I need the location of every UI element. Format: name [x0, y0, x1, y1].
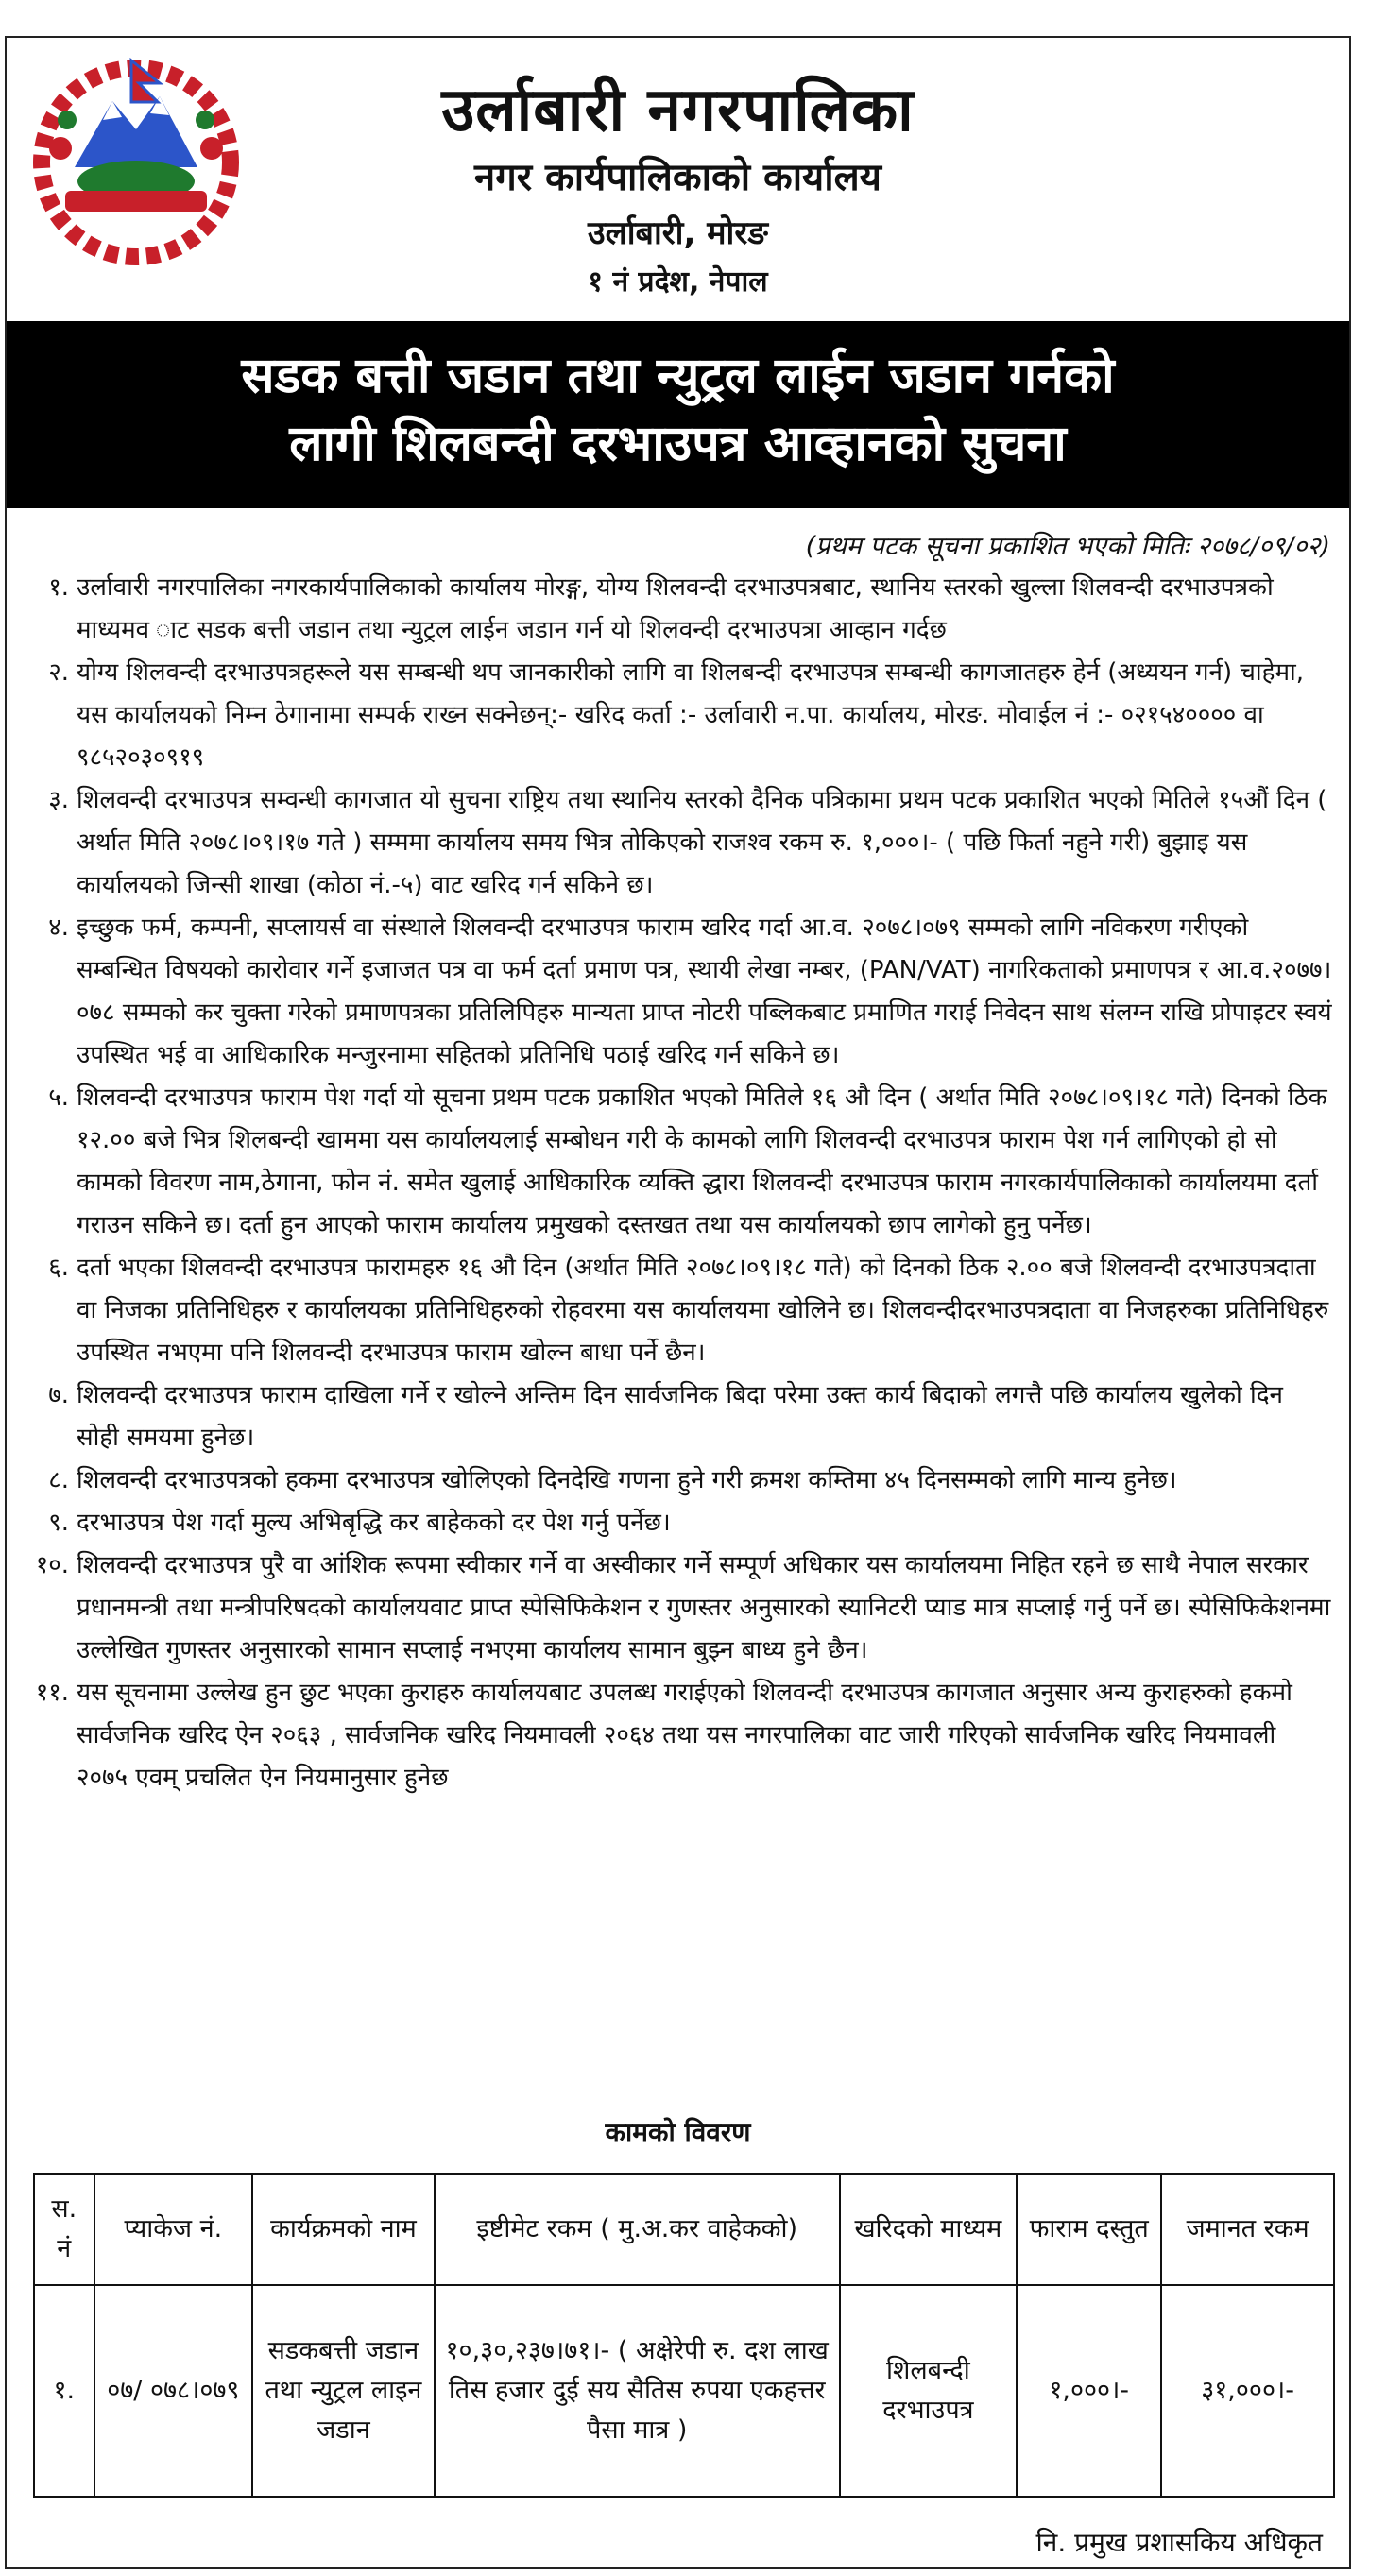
- cell-form-fee: १,०००।-: [1017, 2285, 1161, 2497]
- cell-program: सडकबत्ती जडान तथा न्युट्रल लाइन जडान: [252, 2285, 435, 2497]
- col-header-sn: स. नं: [34, 2174, 94, 2285]
- notice-title-banner: [7, 321, 1349, 508]
- cell-deposit: ३१,०००।-: [1161, 2285, 1334, 2497]
- item-text: दरभाउपत्र पेश गर्दा मुल्य अभिबृद्धि कर बाहेकको दर पेश गर्नु पर्नेछ।: [77, 1509, 671, 1537]
- publication-date: (प्रथम पटक सूचना प्रकाशित भएको मितिः २०७८/०९/०२): [805, 532, 1330, 561]
- notice-title-line-2: लागी शिलबन्दी दरभाउपत्र आव्हानको सुचना: [289, 416, 1067, 472]
- list-item: [20, 1672, 1333, 1800]
- notice-title-line-1: सडक बत्ती जडान तथा न्युट्रल लाईन जडान गर्नको: [241, 348, 1115, 404]
- col-header-package: प्याकेज नं.: [94, 2174, 253, 2285]
- work-details-title: कामको विवरण: [605, 2117, 751, 2148]
- item-number: ६.: [48, 1254, 69, 1282]
- item-text: उर्लावारी नगरपालिका नगरकार्यपालिकाको कार्यालय मोरङ्ग, योग्य शिलवन्दी दरभाउपत्रबाट, स्थानिय स्तरको खुल्ला शिलवन्दी दरभाउपत्रको माध्यमव ाट सडक बत्ती जडान तथा न्युट्रल लाईन जडान गर्न यो शिलवन्दी दरभाउपत्रा आव्हान गर्दछ: [77, 573, 1274, 644]
- list-item: [20, 1544, 1333, 1672]
- notice-header: [7, 38, 1349, 321]
- work-details-table: [33, 2173, 1335, 2498]
- item-text: शिलवन्दी दरभाउपत्र फाराम दाखिला गर्ने र खोल्ने अन्तिम दिन सार्वजनिक बिदा परेमा उक्त कार्य बिदाको लगत्तै पछि कार्यालय खुलेको दिन सोही समयमा हुनेछ।: [77, 1381, 1283, 1452]
- list-item: [20, 907, 1333, 1077]
- table-row: [34, 2285, 1334, 2497]
- col-header-medium: खरिदको माध्यम: [840, 2174, 1018, 2285]
- col-header-form-fee: फाराम दस्तुत: [1017, 2174, 1161, 2285]
- office-name: नगर कार्यपालिकाको कार्यालय: [474, 156, 881, 199]
- item-number: ९.: [48, 1509, 69, 1537]
- col-header-estimate: इष्टीमेट रकम ( मु.अ.कर वाहेकको): [435, 2174, 840, 2285]
- item-number: ४.: [48, 913, 69, 942]
- item-number: २.: [48, 658, 69, 687]
- item-text: दर्ता भएका शिलवन्दी दरभाउपत्र फारामहरु १६ औ दिन (अर्थात मिति २०७८।०९।१८ गते) को दिनको ठिक २.०० बजे शिलवन्दी दरभाउपत्रदाता वा निजका प्रतिनिधिहरु र कार्यालयका प्रतिनिधिहरुको रोहवरमा यस कार्यालयमा खोलिने छ। शिलवन्दीदरभाउपत्रदाता वा निजहरुका प्रतिनिधिहरु उपस्थित नभएमा पनि शिलवन्दी दरभाउपत्र फाराम खोल्न बाधा पर्ने छैन।: [77, 1254, 1329, 1367]
- list-item: [20, 1502, 1333, 1544]
- list-item: [20, 1247, 1333, 1374]
- item-number: ३.: [48, 786, 69, 814]
- item-text: यस सूचनामा उल्लेख हुन छुट भएका कुराहरु कार्यालयबाट उपलब्ध गराईएको शिलवन्दी दरभाउपत्र कागजात अनुसार अन्य कुराहरुको हकमो सार्वजनिक खरिद ऐन २०६३ , सार्वजनिक खरिद नियमावली २०६४ तथा यस नगरपालिका वाट जारी गरिएको सार्वजनिक खरिद नियमावली २०७५ एवम् प्रचलित ऐन नियमानुसार हुनेछ: [77, 1679, 1292, 1792]
- list-item: [20, 1374, 1333, 1459]
- list-item: [20, 652, 1333, 779]
- municipality-name: उर्लाबारी नगरपालिका: [441, 76, 915, 145]
- cell-estimate: १०,३०,२३७।७१।- ( अक्षेरेपी रु. दश लाख तिस हजार दुई सय सैतिस रुपया एकहत्तर पैसा मात्र ): [435, 2285, 840, 2497]
- item-text: योग्य शिलवन्दी दरभाउपत्रहरूले यस सम्बन्धी थप जानकारीको लागि वा शिलबन्दी दरभाउपत्र सम्बन्धी कागजातहरु हेर्न (अध्ययन गर्न) चाहेमा, यस कार्यालयको निम्न ठेगानामा सम्पर्क राख्न सक्नेछन्:- खरिद कर्ता :- उर्लावारी न.पा. कार्यालय, मोरङ. मोवाईल नं :- ०२१५४०००० वा ९८५२०३०९१९: [77, 658, 1304, 772]
- table-header-row: [34, 2174, 1334, 2285]
- col-header-program: कार्यक्रमको नाम: [252, 2174, 435, 2285]
- item-text: शिलवन्दी दरभाउपत्र फाराम पेश गर्दा यो सूचना प्रथम पटक प्रकाशित भएको मितिले १६ औ दिन ( अर्थात मिति २०७८।०९।१८ गते) दिनको ठिक १२.०० बजे भित्र शिलबन्दी खाममा यस कार्यालयलाई सम्बोधन गरी के कामको लागि शिलवन्दी दरभाउपत्र फाराम पेश गर्न लागिएको हो सो कामको विवरण नाम,ठेगाना, फोन नं. समेत खुलाई आधिकारिक व्यक्ति द्धारा शिलवन्दी दरभाउपत्र फाराम नगरकार्यपालिकाको कार्यालयमा दर्ता गराउन सकिने छ। दर्ता हुन आएको फाराम कार्यालय प्रमुखको दस्तखत तथा यस कार्यालयको छाप लागेको हुनु पर्नेछ।: [77, 1083, 1327, 1239]
- item-text: इच्छुक फर्म, कम्पनी, सप्लायर्स वा संस्थाले शिलवन्दी दरभाउपत्र फाराम खरिद गर्दा आ.व. २०७८।०७९ सम्मको लागि नविकरण गरीएको सम्बन्धित विषयको कारोवार गर्ने इजाजत पत्र वा फर्म दर्ता प्रमाण पत्र, स्थायी लेखा नम्बर, (PAN/VAT) नागरिकताको प्रमाणपत्र र आ.व.२०७७।०७८ सम्मको कर चुक्ता गरेको प्रमाणपत्रका प्रतिलिपिहरु मान्यता प्राप्त नोटरी पब्लिकबाट प्रमाणित गराई निवेदन साथ संलग्न राखि प्रोपाइटर स्वयं उपस्थित भई वा आधिकारिक मन्जुरनामा सहितको प्रतिनिधि पठाई खरिद गर्न सकिने छ।: [77, 913, 1332, 1069]
- item-number: ११.: [35, 1679, 69, 1707]
- item-text: शिलवन्दी दरभाउपत्र पुरै वा आंशिक रूपमा स्वीकार गर्ने वा अस्वीकार गर्ने सम्पूर्ण अधिकार यस कार्यालयमा निहित रहने छ साथै नेपाल सरकार प्रधानमन्त्री तथा मन्त्रीपरिषदको कार्यालयवाट प्राप्त स्पेसिफिकेशन र गुणस्तर अनुसारको स्यानिटरी प्याड मात्र सप्लाई गर्नु पर्ने छ। स्पेसिफिकेशनमा उल्लेखित गुणस्तर अनुसारको सामान सप्लाई नभएमा कार्यालय सामान बुझ्न बाध्य हुने छैन।: [77, 1551, 1331, 1664]
- item-text: शिलवन्दी दरभाउपत्रको हकमा दरभाउपत्र खोलिएको दिनदेखि गणना हुने गरी क्रमश कम्तिमा ४५ दिनसम्मको लागि मान्य हुनेछ।: [77, 1466, 1177, 1494]
- notice-frame: [5, 36, 1351, 2569]
- signatory-title: नि. प्रमुख प्रशासकिय अधिकृत: [1035, 2527, 1323, 2558]
- cell-sn: १.: [34, 2285, 94, 2497]
- list-item: [20, 1077, 1333, 1247]
- item-number: ८.: [48, 1466, 69, 1494]
- item-text: शिलवन्दी दरभाउपत्र सम्वन्धी कागजात यो सुचना राष्ट्रिय तथा स्थानिय स्तरको दैनिक पत्रिकामा प्रथम पटक प्रकाशित भएको मितिले १५औं दिन ( अर्थात मिति २०७८।०९।१७ गते ) सम्ममा कार्यालय समय भित्र तोकिएको राजश्व रकम रु. १,०००।- ( पछि फिर्ता नहुने गरी) बुझाइ यस कार्यालयको जिन्सी शाखा (कोठा नं.-५) वाट खरिद गर्न सकिने छ।: [77, 786, 1327, 899]
- list-item: [20, 779, 1333, 907]
- cell-medium: शिलबन्दी दरभाउपत्र: [840, 2285, 1018, 2497]
- notice-items-list: [20, 567, 1333, 1800]
- item-number: ७.: [48, 1381, 69, 1409]
- col-header-deposit: जमानत रकम: [1161, 2174, 1334, 2285]
- list-item: [20, 567, 1333, 652]
- office-location: उर्लाबारी, मोरङ: [588, 214, 768, 252]
- item-number: १.: [48, 573, 69, 602]
- item-number: ५.: [48, 1083, 69, 1112]
- province-label: १ नं प्रदेश, नेपाल: [588, 265, 768, 299]
- list-item: [20, 1459, 1333, 1502]
- cell-package: ०७/ ०७८।०७९: [94, 2285, 253, 2497]
- item-number: १०.: [35, 1551, 69, 1579]
